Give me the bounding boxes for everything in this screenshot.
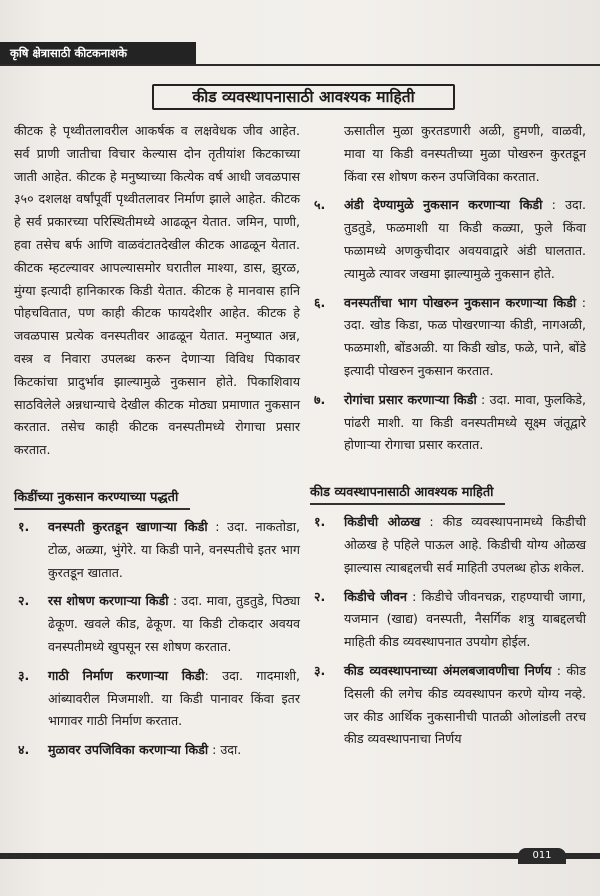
intro-paragraph: कीटक हे पृथ्वीतलावरील आकर्षक व लक्षवेधक जीव आहेत. सर्व प्राणी जातीचा विचार केल्यास दोन तृतीयांश किटकाच्या जाती आहेत. कीटक हे मनुष्याच्या कित्येक वर्ष आधी जवळपास ३५० दशलक्ष वर्षांपूर्वी पृथ्वीतलावर निर्माण झाले आहेत. कीटक हे सर्व प्रकारच्या परिस्थितीमध्ये आढळून येतात. जमिन, पाणी, हवा तसेच बर्फ आणि वाळवंटातदेखील कीटक आढळून येतात. कीटक म्हटल्यावर आपल्यासमोर घरातील माश्या, डास, झुरळ, मुंग्या इत्यादी हानिकारक किडी येतात. कीटक हे मानवास हानि पोहचवितात, पण काही कीटक फायदेशीर आहेत. कीटक हे जवळपास प्रत्येक वनस्पतीवर आढळून येतात. मनुष्यात अन्न, वस्त्र व निवारा उपलब्ध करुन देणाऱ्या विविध पिकावर किटकांचा प्रादुर्भाव झाल्यामुळे नुकसान होते. पिकाशिवाय साठविलेले अन्नधान्याचे देखील कीटक मोठ्या प्रमाणात नुकसान करतात. तसेच काही कीटक वनस्पतीमध्ये रोगाचा प्रसार करतात.	[14, 123, 300, 458]
page-title: कीड व्यवस्थापनासाठी आवश्यक माहिती	[152, 84, 455, 110]
footer-rule	[0, 853, 600, 859]
running-head-label: कृषि क्षेत्रासाठी कीटकनाशके	[0, 42, 196, 64]
list-item	[310, 511, 586, 579]
list-item	[310, 586, 586, 654]
item-text: : उदा.	[208, 742, 242, 758]
list-item	[14, 665, 300, 733]
item-number: २.	[18, 593, 30, 609]
item-lead: मुळावर उपजिविका करणाऱ्या किडी	[48, 742, 209, 758]
item-number: ३.	[314, 662, 326, 678]
item-number: ६.	[314, 294, 326, 310]
running-head	[0, 42, 600, 66]
list-item	[14, 516, 300, 584]
item-number: ५.	[314, 197, 326, 213]
continuation-text: ऊसातील मुळा कुरतडणारी अळी, हुमणी, वाळवी, मावा या किडी वनस्पतीच्या मुळा पोखरुन कुरतडून किंवा रस शोषण करुन उपजिविका करतात.	[344, 123, 586, 184]
item-lead: किडीची ओळख	[344, 514, 421, 530]
damage-methods-heading: किडींच्या नुकसान करण्याच्या पद्धती	[14, 488, 190, 510]
item-text: : उदा. खोड किडा, फळ पोखरणाऱ्या कीडी, नागअळी, फळमाशी, बोंडअळी. या किडी खोड, फळे, पाने, बोंडे इत्यादी पोखरुन नुकसान करतात.	[344, 294, 586, 378]
item-text: : उदा. तुडतुडे, फळमाशी या किडी कळ्या, फुले किंवा फळामध्ये अणकुचीदार अवयवाद्वारे अंडी घालतात. त्यामुळे त्यावर जखमा झाल्यामुळे नुकसान होते.	[344, 197, 586, 281]
item-text: : किडीचे जीवनचक्र, राहण्याची जागा, यजमान (खाद्य) वनस्पती, नैसर्गिक शत्रु याबद्दलची माहिती कीड व्यवस्थापनात उपयोग होईल.	[344, 588, 586, 650]
item-text: : कीड व्यवस्थापनामध्ये किडीची ओळख हे पहिले पाऊल आहे. किडीची योग्य ओळख झाल्यास त्याबद्दलची सर्व माहिती उपलब्ध होऊ शकेल.	[344, 514, 586, 575]
item-lead: वनस्पती कुरतडून खाणाऱ्या किडी	[48, 518, 208, 534]
right-column	[310, 120, 586, 751]
pest-management-heading: कीड व्यवस्थापनासाठी आवश्यक माहिती	[310, 483, 505, 505]
page-number: 011	[532, 850, 552, 861]
list-item	[310, 660, 586, 751]
item-number: ३.	[18, 667, 30, 683]
item-number: २.	[314, 588, 326, 604]
item-text: : उदा. मावा, फुलकिडे, पांढरी माशी. या किडी वनस्पतीमध्ये सूक्ष्म जंतूद्वारे होणाऱ्या रोगाचा प्रसार करतात.	[344, 391, 586, 453]
item-lead: अंडी देण्यामुळे नुकसान करणाऱ्या किडी	[344, 197, 543, 213]
item-text: : कीड दिसली की लगेच कीड व्यवस्थापन करणे योग्य नव्हे. जर कीड आर्थिक नुकसानीची पातळी ओलांडली तरच कीड व्यवस्थापनाचा निर्णय	[344, 662, 586, 747]
item-lead: गाठी निर्माण करणाऱ्या किडी	[48, 667, 205, 683]
list-item	[14, 739, 300, 762]
item-number: १.	[18, 518, 30, 534]
item-number: ४.	[18, 742, 30, 758]
list-item	[310, 292, 586, 383]
item-lead: वनस्पतींचा भाग पोखरुन नुकसान करणाऱ्या किडी	[344, 294, 577, 310]
list-item	[310, 389, 586, 457]
item-text: : उदा. गादमाशी, आंब्यावरील मिजमाशी. या किडी पानावर किंवा इतर भागावर गाठी निर्माण करतात.	[48, 667, 300, 729]
list-item	[310, 194, 586, 285]
item-lead: किडीचे जीवन	[344, 588, 408, 604]
item-lead: रस शोषण करणाऱ्या किडी	[48, 593, 169, 609]
left-column	[14, 120, 300, 762]
item-lead: कीड व्यवस्थापनाच्या अंमलबजावणीचा निर्णय	[344, 662, 552, 678]
item-number: ७.	[314, 391, 326, 407]
item-lead: रोगांचा प्रसार करणाऱ्या किडी	[344, 391, 477, 407]
item-text: : उदा. मावा, तुडतुडे, पिठ्या ढेकूण. खवले कीड, ढेकूण. या किडी टोकदार अवयव वनस्पतीमध्ये खुपसून रस शोषण करतात.	[48, 593, 301, 654]
item-text: : उदा. नाकतोडा, टोळ, अळ्या, भुंगेरे. या किडी पाने, वनस्पतीचे इतर भाग कुरतडून खातात.	[48, 518, 300, 580]
item-number: १.	[314, 514, 326, 530]
list-item	[14, 590, 300, 658]
continuation-paragraph	[310, 120, 586, 188]
